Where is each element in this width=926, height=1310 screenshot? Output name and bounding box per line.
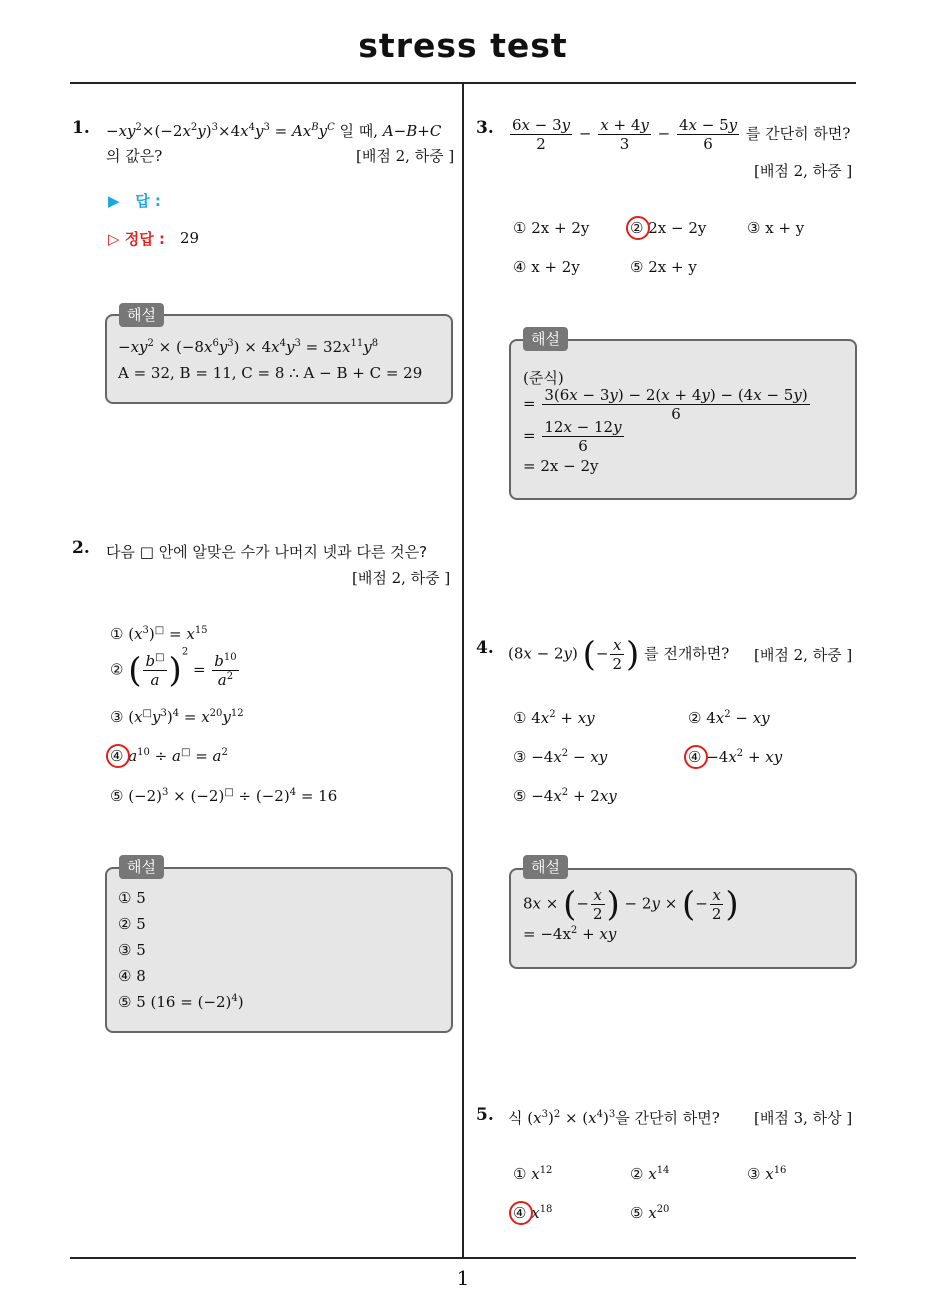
- q4-option-5[interactable]: ⑤ $-4x^2 + 2xy$: [513, 787, 617, 805]
- question-1-text: $-xy^2\times(-2x^2y)^3\times 4x^4y^3 = Ax^By^C$ 일 때, A−B+C: [106, 122, 442, 140]
- q3-option-5[interactable]: ⑤ 2x + y: [630, 258, 697, 276]
- solution-4-line2: = $-4x^2$ + xy: [523, 925, 617, 943]
- solution-tag-3: 해설: [523, 327, 568, 351]
- q2-option-2[interactable]: ② ( $\frac{b^□}{a}$ )$^2$ = $\frac{b^{10}}{a^2}$: [110, 646, 237, 691]
- q3-option-4[interactable]: ④ x + 2y: [513, 258, 580, 276]
- question-4-score: [배점 2, 하중 ]: [754, 646, 853, 664]
- triangle-icon: ▷: [108, 230, 120, 248]
- solution-3-line1: (준식): [523, 369, 564, 387]
- q5-option-4[interactable]: ④ $x^{18}$: [513, 1204, 553, 1222]
- solution-2-line4: ④ 8: [118, 967, 146, 985]
- solution-4-line1: 8x × (− $\frac{x}{2}$ ) − 2y × (− $\frac{x}{2}$ ): [523, 884, 739, 925]
- question-number-3: 3.: [476, 118, 494, 138]
- question-2-text: 다음 □ 안에 알맞은 수가 나머지 넷과 다른 것은?: [106, 543, 428, 561]
- question-2-score: [배점 2, 하중 ]: [352, 569, 451, 587]
- q2-option-3[interactable]: ③ $(x^□y^3)^4 = x^{20}y^{12}$: [110, 708, 244, 726]
- q4-option-2[interactable]: ② $4x^2$ − xy: [688, 709, 770, 727]
- solution-tag-4: 해설: [523, 855, 568, 879]
- q3-option-1[interactable]: ① 2x + 2y: [513, 219, 590, 237]
- selected-answer-marker-q4: [684, 745, 708, 769]
- bottom-rule: [70, 1257, 856, 1259]
- solution-2-line5: ⑤ 5 $(16 = (-2)^4)$: [118, 993, 244, 1011]
- question-number-5: 5.: [476, 1105, 494, 1125]
- q4-option-1[interactable]: ① $4x^2$ + xy: [513, 709, 595, 727]
- q2-option-5[interactable]: ⑤ $(-2)^3 \times (-2)^□ \div (-2)^4 = 16$: [110, 787, 338, 805]
- question-number-4: 4.: [476, 638, 494, 658]
- solution-2-line1: ① 5: [118, 889, 146, 907]
- q4-option-4[interactable]: ④ $-4x^2$ + xy: [688, 748, 783, 766]
- q2-option-4[interactable]: ④ $a^{10} \div a^□ = a^2$: [110, 747, 228, 765]
- question-4-text: (8x − 2y) (− $\frac{x}{2}$ ) 를 전개하면?: [508, 634, 730, 675]
- question-3-text: $\frac{6x - 3y}{2}$ − $\frac{x + 4y}{3}$ − $\frac{4x - 5y}{6}$ 를 간단히 하면?: [512, 116, 851, 153]
- q5-option-2[interactable]: ② $x^{14}$: [630, 1165, 670, 1183]
- selected-answer-marker-q2: [106, 744, 130, 768]
- question-3-score: [배점 2, 하중 ]: [754, 162, 853, 180]
- selected-answer-marker-q5: [509, 1201, 533, 1225]
- page-number: 1: [456, 1266, 470, 1290]
- q4-option-3[interactable]: ③ $-4x^2$ − xy: [513, 748, 608, 766]
- q3-option-3[interactable]: ③ x + y: [747, 219, 805, 237]
- solution-2-line2: ② 5: [118, 915, 146, 933]
- question-1-text-line2: 의 값은?: [106, 147, 163, 165]
- solution-tag-1: 해설: [119, 303, 164, 327]
- answer-label: ▶ 답 :: [108, 192, 161, 210]
- question-5-text: 식 $(x^3)^2 \times (x^4)^3$을 간단히 하면?: [508, 1109, 720, 1127]
- page-title: stress test: [358, 26, 568, 65]
- solution-1-line2: A = 32, B = 11, C = 8 ∴ A − B + C = 29: [118, 364, 423, 382]
- question-5-score: [배점 3, 하상 ]: [754, 1109, 853, 1127]
- q5-option-5[interactable]: ⑤ $x^{20}$: [630, 1204, 670, 1222]
- solution-1-line1: $-xy^2 \times (-8x^6y^3) \times 4x^4y^3 = 32x^{11}y^8$: [118, 338, 379, 356]
- play-icon: ▶: [108, 192, 120, 210]
- solution-3-line2: = $\frac{3(6x - 3y) - 2(x + 4y) - (4x - 5y)}{6}$: [523, 386, 808, 423]
- q5-option-3[interactable]: ③ $x^{16}$: [747, 1165, 787, 1183]
- solution-3-line4: = 2x − 2y: [523, 457, 599, 475]
- solution-box-1: [105, 314, 453, 404]
- q5-option-1[interactable]: ① $x^{12}$: [513, 1165, 553, 1183]
- question-1-score: [배점 2, 하중 ]: [356, 147, 455, 165]
- question-number-2: 2.: [72, 538, 90, 558]
- solution-3-line3: = $\frac{12x - 12y}{6}$: [523, 418, 622, 455]
- correct-label: ▷ 정답 :: [108, 230, 165, 248]
- selected-answer-marker-q3: [626, 216, 650, 240]
- column-divider: [462, 84, 464, 1258]
- q2-option-1[interactable]: ① $(x^3)^□ = x^{15}$: [110, 625, 208, 643]
- solution-tag-2: 해설: [119, 855, 164, 879]
- q3-option-2[interactable]: ② 2x − 2y: [630, 219, 707, 237]
- question-number-1: 1.: [72, 118, 90, 138]
- solution-2-line3: ③ 5: [118, 941, 146, 959]
- correct-value: 29: [180, 229, 200, 247]
